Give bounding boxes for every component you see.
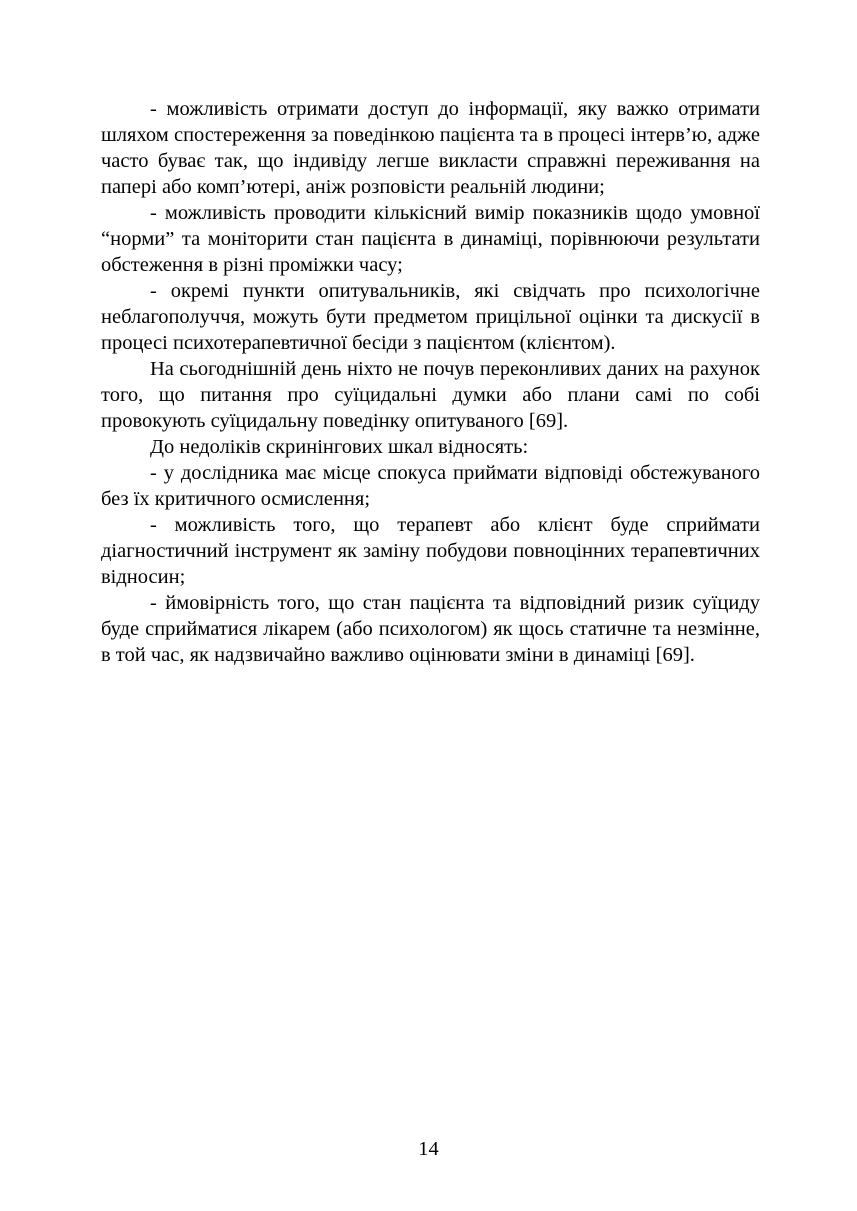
page-body [101,96,760,668]
page-number: 14 [418,1138,439,1160]
paragraph-disadvantage-static-risk: - ймовірність того, що стан пацієнта та відповідний ризик суїциду буде сприйматися лікарем (або психологом) як щось статичне та незмінне, в той час, як надзвичайно важливо оцінювати зміни в динаміці [69]. [101,592,760,666]
paragraph-disadvantages-intro: До недоліків скринінгових шкал відносять: [150,436,529,458]
paragraph-advantage-info-access: - можливість отримати доступ до інформації, яку важко отримати шляхом спостереження за поведінкою пацієнта та в процесі інтерв’ю, адже часто буває так, що індивіду легше викласти справжні переживання на папері або комп’ютері, аніж розповісти реальній людини; [101,98,760,198]
paragraph-advantage-quantitative-measure: - можливість проводити кількісний вимір показників щодо умовної “норми” та моніторити стан пацієнта в динаміці, порівнюючи результати обстеження в різні проміжки часу; [101,202,760,276]
paragraph-disadvantage-replacing-relationship: - можливість того, що терапевт або клієнт буде сприймати діагностичний інструмент як заміну побудови повноцінних терапевтичних відносин; [101,514,760,588]
paragraph-advantage-item-discussion: - окремі пункти опитувальників, які свідчать про психологічне неблагополуччя, можуть бути предметом прицільної оцінки та дискусії в процесі психотерапевтичної бесіди з пацієнтом (клієнтом). [101,280,760,354]
paragraph-suicide-questions-evidence: На сьогоднішній день ніхто не почув переконливих даних на рахунок того, що питання про суїцидальні думки або плани самі по собі провокують суїцидальну поведінку опитуваного [69]. [101,358,760,432]
paragraph-disadvantage-uncritical-acceptance: - у дослідника має місце спокуса приймати відповіді обстежуваного без їх критичного осмислення; [101,462,760,510]
